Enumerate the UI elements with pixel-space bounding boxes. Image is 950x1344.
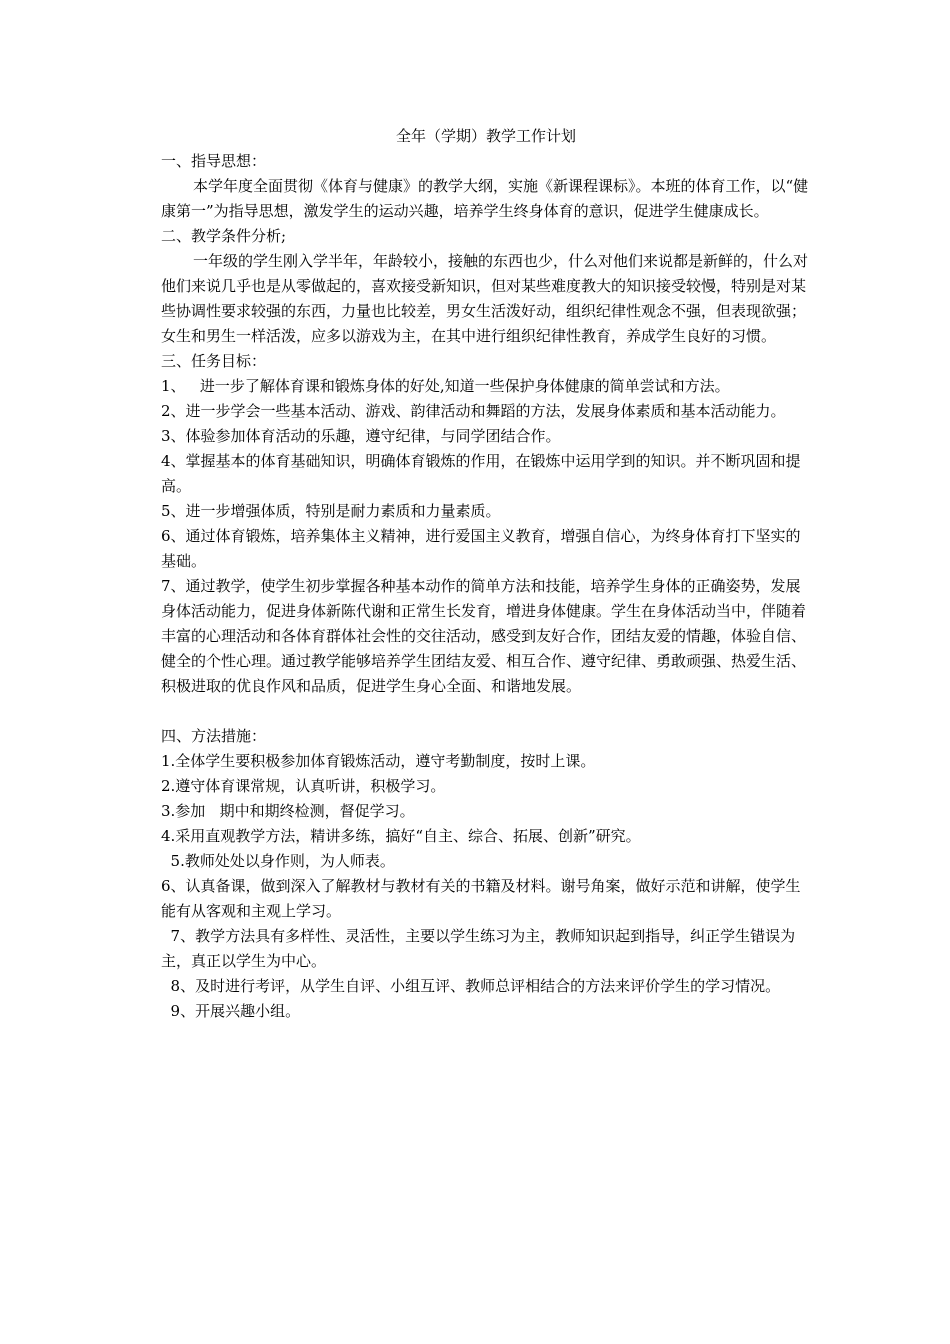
goal-item-1: 1、 进一步了解体育课和锻炼身体的好处,知道一些保护身体健康的简单尝试和方法。: [161, 377, 730, 395]
method-item-9: 9、开展兴趣小组。: [161, 1002, 301, 1020]
goal-item-6: 6、通过体育锻炼，培养集体主义精神，进行爱国主义教育，增强自信心，为终身体育打下坚实的基础。: [161, 527, 801, 570]
section3-heading: 三、任务目标：: [161, 352, 267, 370]
goal-item-4: 4、掌握基本的体育基础知识，明确体育锻炼的作用，在锻炼中运用学到的知识。并不断巩固和提高。: [161, 452, 801, 495]
section1-paragraph: 本学年度全面贯彻《体育与健康》的教学大纲，实施《新课程课标》。本班的体育工作，以“健康第一”为指导思想，激发学生的运动兴趣，培养学生终身体育的意识，促进学生健康成长。: [161, 177, 809, 220]
goal-item-7: 7、通过教学，使学生初步掌握各种基本动作的简单方法和技能，培养学生身体的正确姿势，发展身体活动能力，促进身体新陈代谢和正常生长发育，增进身体健康。学生在身体活动当中，伴随着丰富的心理活动和各体育群体社会性的交往活动，感受到友好合作，团结友爱的情趣，体验自信、健全的个性心理。通过教学能够培养学生团结友爱、相互合作、遵守纪律、勇敢顽强、热爱生活、积极进取的优良作风和品质，促进学生身心全面、和谐地发展。: [161, 577, 807, 695]
method-item-5: 5.教师处处以身作则，为人师表。: [161, 852, 395, 870]
method-item-8: 8、及时进行考评，从学生自评、小组互评、教师总评相结合的方法来评价学生的学习情况。: [161, 977, 781, 995]
section1-heading: 一、指导思想：: [161, 152, 267, 170]
goal-item-5: 5、进一步增强体质，特别是耐力素质和力量素质。: [161, 502, 501, 520]
method-item-3: 3.参加 期中和期终检测，督促学习。: [161, 802, 415, 820]
goal-item-3: 3、体验参加体育活动的乐趣，遵守纪律，与同学团结合作。: [161, 427, 561, 445]
section4-heading: 四、方法措施：: [161, 727, 267, 745]
method-item-1: 1.全体学生要积极参加体育锻炼活动，遵守考勤制度，按时上课。: [161, 752, 596, 770]
section2-paragraph: 一年级的学生刚入学半年，年龄较小，接触的东西也少，什么对他们来说都是新鲜的，什么对他们来说几乎也是从零做起的，喜欢接受新知识，但对某些难度教大的知识接受较慢，特别是对某些协调性要求较强的东西，力量也比较差，男女生活泼好动，组织纪律性观念不强，但表现欲强；女生和男生一样活泼，应多以游戏为主，在其中进行组织纪律性教育，养成学生良好的习惯。: [161, 252, 809, 345]
method-item-6: 6、认真备课，做到深入了解教材与教材有关的书籍及材料。谢号角案，做好示范和讲解，使学生能有从客观和主观上学习。: [161, 877, 801, 920]
method-item-2: 2.遵守体育课常规，认真听讲，积极学习。: [161, 777, 446, 795]
section2-heading: 二、教学条件分析;: [161, 227, 287, 245]
goal-item-2: 2、进一步学会一些基本活动、游戏、韵律活动和舞蹈的方法，发展身体素质和基本活动能力。: [161, 402, 786, 420]
document-title: 全年（学期）教学工作计划: [395, 127, 576, 145]
document-page: [161, 123, 811, 1024]
method-item-7: 7、教学方法具有多样性、灵活性，主要以学生练习为主，教师知识起到指导，纠正学生错误为主，真正以学生为中心。: [161, 927, 796, 970]
blank-line: [161, 699, 811, 724]
method-item-4: 4.采用直观教学方法，精讲多练，搞好“自主、综合、拓展、创新”研究。: [161, 827, 641, 845]
